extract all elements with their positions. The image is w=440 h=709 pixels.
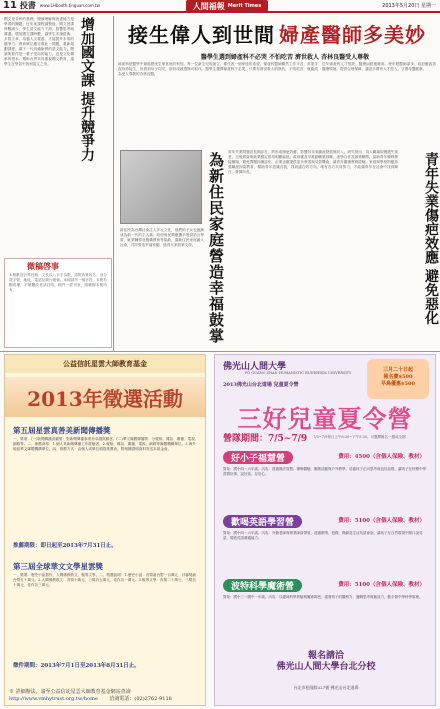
call-for-papers-box xyxy=(4,258,112,348)
issue-date: 2013年5月20日 星期一 xyxy=(382,3,436,9)
award-1-title: 第五屆星雲真善美新聞傳播獎 xyxy=(13,426,111,435)
camp-block xyxy=(223,579,429,631)
foundation-ad-title: 2013年徵選活動 xyxy=(5,377,205,417)
article-photo xyxy=(120,150,202,224)
fee-badge-line: 早鳥優惠$500 xyxy=(381,381,415,387)
summer-camp-ad xyxy=(214,354,436,706)
main-subhead: 醫學生選到婦產科不必哭 不怕吃苦 濟世救人 杏林良醫受人尊敬 xyxy=(200,54,370,61)
registration-school: 佛光山人間大學台北分校 xyxy=(276,662,376,672)
footer-note: ※ 詳細辦法，請至公益信託星雲大師教育基金網站查詢 xyxy=(9,689,131,695)
award-2-text: 一、獎項：歷史小說寫作、人間佛教散文、報導文學。二、徵選說明：1.歷史小說：首獎新台幣一百萬元、評審獎新台幣五十萬元。2.人間佛教散文：首獎十萬元、三獎各五萬元、佳作各一萬元。3.報導文學：首獎二十萬元、三獎各十萬元、佳作各三萬元。 xyxy=(13,573,197,588)
camp-fee: 費用：5100（含個人保險、教材） xyxy=(338,582,425,588)
call-for-papers-title: 徵稿啓事 xyxy=(27,261,59,271)
foundation-ad xyxy=(4,354,206,706)
article-vertical-title: 為新住民家庭營造幸福鼓掌 xyxy=(207,152,225,344)
camp-fee: 費用：5100（含個人保險、教材） xyxy=(338,518,425,524)
camp-subtitle: 2013佛光山台北道場 兒童夏令營 xyxy=(223,382,299,388)
section-url: www.LHbooth.tinguan.com.tw xyxy=(39,3,100,8)
registration-fee-badge xyxy=(367,359,429,399)
article-body-d: 青年失業問題若長期存在，將形成傷疤效應，影響其未來職涯發展與收入。研究指出，初入職場即遭遇失業者，日後薪資與就業穩定度均明顯偏低。政府應及早推動職業訓練、產學合作及創業輔導，協助青年順利銜接職場，避免問題持續惡化。企業也應提供更多實習與見習機會，讓青年累積實務經驗。家庭與學校則應加強職涯探索教育，幫助青年認識自我，找到適合的方向。唯有各方共同努力，才能讓青年在社會中找到舞台，發揮所長。 xyxy=(228,150,398,174)
left-article-body: 國文是各科的基礎，閱讀理解與表達能力是學習的關鍵。近年來課程調整後，國文授課時數減少，學生語文能力下滑，影響思考與溝通。增加國文課時數，讓學生多讀經典、多寫文章，培養人文素養，才能提升未來的競爭力。教育單位應正視此一問題，重新規劃課程，讓下一代具備紮實的語文能力。閱讀與寫作是一輩子受用的能力，也是文化傳承的根本。期盼各界共同重視國文教育，讓學生在學習中找到語文之美。 xyxy=(4,17,74,66)
award-2-title: 第三屆全球華文文學星雲獎 xyxy=(13,562,103,571)
camp-title: 波特科學魔術營 xyxy=(223,579,302,592)
registration-info xyxy=(271,651,381,673)
award-1-deadline: 推薦期限：即日起至2013年7月31日止。 xyxy=(13,543,117,549)
left-article-title: 增加國文課 提升競爭力 xyxy=(79,17,95,162)
camp-period xyxy=(223,429,429,445)
side-article-title: 青年失業傷疤效應 避免惡化 xyxy=(423,152,439,325)
footer-phone: 洽詢電話：(02)2762-9118 xyxy=(109,696,172,702)
article-body-c: 新住民為台灣社會注入多元文化，他們的子女也逐漸成為新一代的主人翁。政府與民間應攜手提供語言學習、就業輔導及親職教育等協助，讓新住民家庭融入社會，共同營造幸福家園，值得大家鼓掌支持。 xyxy=(120,228,204,247)
page-number: 11 xyxy=(3,0,17,11)
foundation-ad-footer xyxy=(9,689,203,703)
camp-title: 歡喝英語學習營 xyxy=(223,515,302,528)
registration-title: 報名請洽 xyxy=(307,651,344,661)
camp-block xyxy=(223,515,429,567)
headline-part-a: 接生偉人到世間 xyxy=(128,22,275,47)
fee-badge-line: 報名費$500 xyxy=(383,374,413,380)
camp-description: 對象：國小四～六年級。內容：外籍老師與專業師資帶領，透過歌唱、遊戲、戲劇及生活英語會話，讓孩子在自然環境中開口說英語，增進英語溝通能力。 xyxy=(223,531,423,540)
camp-main-title: 三好兒童夏令營 xyxy=(237,404,413,433)
foundation-name: 公益信託星雲大師教育基金 xyxy=(5,355,205,373)
page-header xyxy=(0,0,440,13)
camp-description: 對象：國小四～六年級。內容：透過佛法智慧、禪修體驗、團康活動與戶外教學，培養孩子正向思考與良好品格，讓孩子在快樂中學習做好事、說好話、存好心。 xyxy=(223,467,426,476)
camp-description: 對象：國小三～國中一年級。內容：以趣味科學實驗與魔術揭密，啟發孩子的觀察力、邏輯思考與創造力，動手做中學科學原理。 xyxy=(223,595,423,599)
award-1-text: 一、獎項：(一)新聞傳播貢獻獎：對新聞傳播事業有卓越貢獻者。(二)華文媒體傳播獎：分報紙、雜誌、廣播、電視、網路等。二、推薦資格：1.個人具新聞傳播工作經驗者。2.報紙、雜誌、廣播、電視、網路等媒體機構單位。3.海外地區華文媒體機構單位。四、推薦方式：由個人或單位填寫推薦表，附相關證明資料寄送本基金會。 xyxy=(13,437,199,452)
main-headline xyxy=(118,16,436,50)
main-article-body-a: 婦產科是醫學中最能感受生命喜悅的科別。每一位新生兒的誕生，都代表一個家庭的希望。婦產科醫師雖然工作辛苦，常需半夜待命接生，但看到母子均安，那份成就感無可取代。醫學生選擇婦產科不必哭，只要有濟世救人的熱忱，不怕吃苦，就能成為受人尊敬的杏林良醫。 xyxy=(118,62,318,76)
award-2-deadline: 徵件期間：2013年7月1日至2013年8月31日止。 xyxy=(13,663,140,669)
university-name: 佛光山人間大學 xyxy=(223,362,287,372)
call-for-papers-text: 本版歡迎各界投稿，文長以八百字為限，請附真實姓名、身分證字號、地址、電話及銀行帳號。來稿請勿一稿多投，本報有刪改權，不願刪改者請註明。稿件一經刊登，版權歸本報所有。 xyxy=(9,273,107,292)
column-divider xyxy=(113,16,114,352)
section-divider xyxy=(0,351,440,352)
camp-fee: 費用：4500（含個人保險、教材） xyxy=(338,454,425,460)
university-name-en: FO GUANG SHAN HUMANISTIC BUDDHISM UNIVERSITY xyxy=(245,371,352,375)
foundation-website-link[interactable]: http://www.vmhytrust.org.tw/home xyxy=(9,696,98,702)
main-article-body-b: 近年婦產科人才短缺，醫療糾紛風險高，使年輕醫師卻步。政府應改善醫療環境，提供合理保障，讓更多優秀人才投入，守護母嬰健康。 xyxy=(322,62,436,71)
camp-period-note: 7/5~7/9每日上午8:30~下午5:30，可選擇報名一週或全期 xyxy=(313,434,406,439)
camp-period-label: 營隊期間：7/5~7/9 xyxy=(223,433,308,444)
logo-english: Merit Times xyxy=(227,3,262,9)
footer-contact xyxy=(9,696,203,703)
registration-address: 台北市松隆路327號 佛光山台北道場 xyxy=(293,685,359,690)
camp-block xyxy=(223,451,429,503)
masthead-logo xyxy=(186,0,268,12)
section-name: 投書 xyxy=(19,0,36,10)
camp-title: 好小子福慧營 xyxy=(223,451,293,464)
fee-badge-line: 三月二十日起 xyxy=(382,367,413,373)
headline-part-b: 婦產醫師多美妙 xyxy=(279,22,426,47)
logo-text: 人間福報 xyxy=(192,0,225,11)
